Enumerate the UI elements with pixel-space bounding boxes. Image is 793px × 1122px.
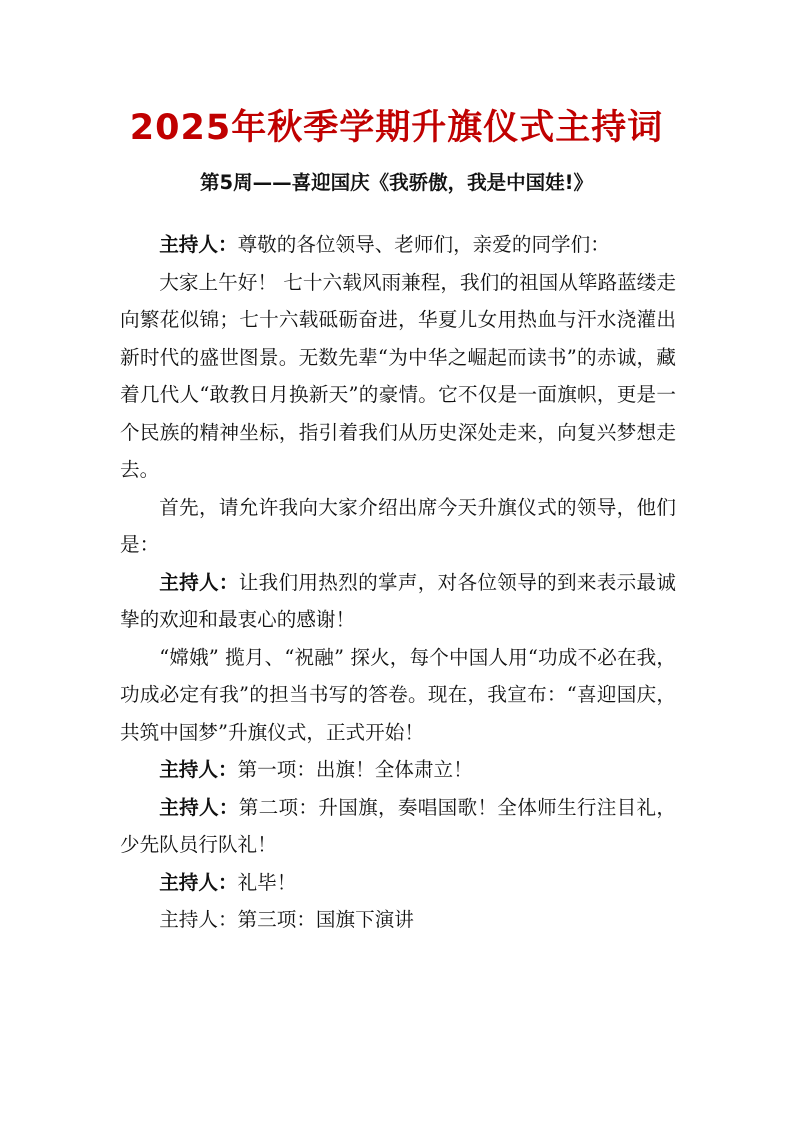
page-title: 2025年秋季学期升旗仪式主持词 [129, 108, 664, 148]
paragraph-text: 第二项：升国旗，奏唱国歌！全体师生行注目礼，少先队员行队礼！ [120, 795, 677, 856]
document-body [120, 226, 676, 939]
paragraph-text: 大家上午好！ 七十六载风雨兼程，我们的祖国从筚路蓝缕走向繁花似锦；七十六载砥砺奋进，华夏儿女用热血与汗水浇灌出新时代的盛世图景。无数先辈“为中华之崛起而读书”的赤诚，藏着几代人“敢教日月换新天”的豪情。它不仅是一面旗帜，更是一个民族的精神坐标，指引着我们从历史深处走来，向复兴梦想走去。 [120, 270, 676, 481]
speaker-label: 主持人： [159, 233, 238, 256]
speaker-label: 主持人： [159, 870, 238, 894]
paragraph [120, 264, 676, 489]
paragraph-text: 尊敬的各位领导、老师们，亲爱的同学们： [237, 233, 610, 256]
speaker-label: 主持人： [159, 795, 239, 819]
paragraph-text: 让我们用热烈的掌声，对各位领导的到来表示最诚挚的欢迎和最衷心的感谢！ [120, 570, 677, 631]
paragraph-text: “嫦娥” 揽月、“祝融” 探火，每个中国人用“功成不必在我，功成必定有我”的担当书写的答卷。现在，我宣布：“喜迎国庆，共筑中国梦”升旗仪式，正式开始！ [120, 645, 676, 744]
paragraph [120, 639, 676, 752]
speaker-label: 主持人： [159, 570, 239, 594]
paragraph [120, 226, 676, 264]
paragraph-text: 主持人：第三项：国旗下演讲 [159, 908, 414, 931]
paragraph [120, 901, 676, 939]
paragraph [120, 751, 676, 789]
paragraph [120, 564, 676, 639]
paragraph [120, 789, 676, 864]
paragraph-text: 第一项：出旗！全体肃立！ [237, 758, 473, 781]
paragraph-text: 首先，请允许我向大家介绍出席今天升旗仪式的领导，他们是： [120, 495, 676, 556]
paragraph [120, 489, 676, 564]
paragraph-text: 礼毕！ [237, 870, 297, 894]
page-subtitle: 第5周——喜迎国庆《我骄傲，我是中国娃!》 [200, 171, 593, 194]
speaker-label: 主持人： [159, 758, 238, 781]
paragraph [120, 864, 676, 902]
